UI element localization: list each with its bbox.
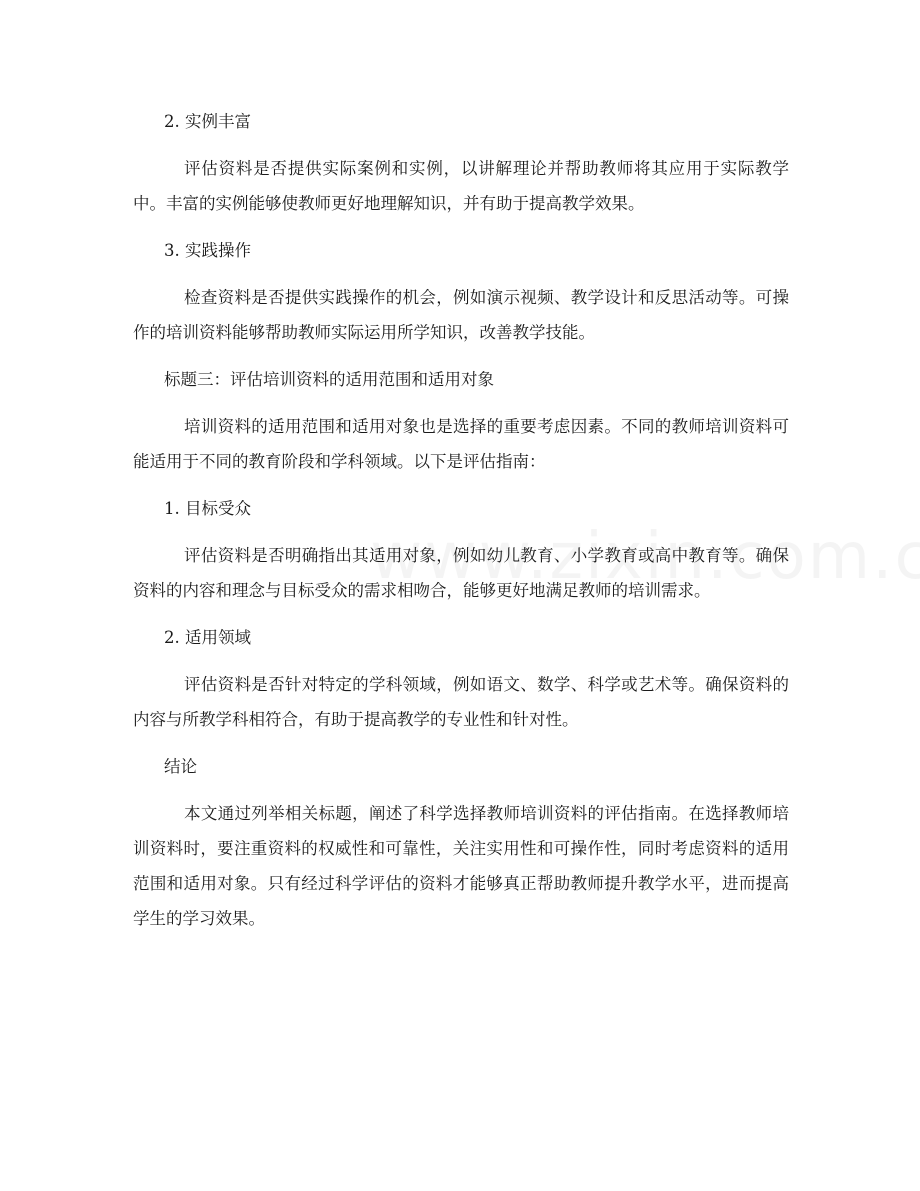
- heading-target-audience: 1. 目标受众: [164, 499, 251, 518]
- document-body: [133, 104, 789, 948]
- heading-conclusion: 结论: [164, 757, 197, 776]
- paragraph-practice: 检查资料是否提供实践操作的机会，例如演示视频、教学设计和反思活动等。可操作的培训资料能够帮助教师实际运用所学知识，改善教学技能。: [133, 288, 789, 342]
- heading-practice: 3. 实践操作: [164, 241, 251, 260]
- heading-examples: 2. 实例丰富: [164, 112, 251, 131]
- heading-applicable-field: 2. 适用领域: [164, 628, 251, 647]
- heading-title-three: 标题三：评估培训资料的适用范围和适用对象: [164, 370, 494, 389]
- paragraph-target-audience: 评估资料是否明确指出其适用对象，例如幼儿教育、小学教育或高中教育等。确保资料的内容和理念与目标受众的需求相吻合，能够更好地满足教师的培训需求。: [133, 546, 789, 600]
- paragraph-applicable-field: 评估资料是否针对特定的学科领域，例如语文、数学、科学或艺术等。确保资料的内容与所教学科相符合，有助于提高教学的专业性和针对性。: [133, 675, 789, 729]
- paragraph-title-three: 培训资料的适用范围和适用对象也是选择的重要考虑因素。不同的教师培训资料可能适用于不同的教育阶段和学科领域。以下是评估指南：: [133, 417, 789, 471]
- paragraph-conclusion: 本文通过列举相关标题，阐述了科学选择教师培训资料的评估指南。在选择教师培训资料时，要注重资料的权威性和可靠性，关注实用性和可操作性，同时考虑资料的适用范围和适用对象。只有经过科学评估的资料才能够真正帮助教师提升教学水平，进而提高学生的学习效果。: [133, 804, 789, 928]
- paragraph-examples: 评估资料是否提供实际案例和实例，以讲解理论并帮助教师将其应用于实际教学中。丰富的实例能够使教师更好地理解知识，并有助于提高教学效果。: [133, 159, 789, 213]
